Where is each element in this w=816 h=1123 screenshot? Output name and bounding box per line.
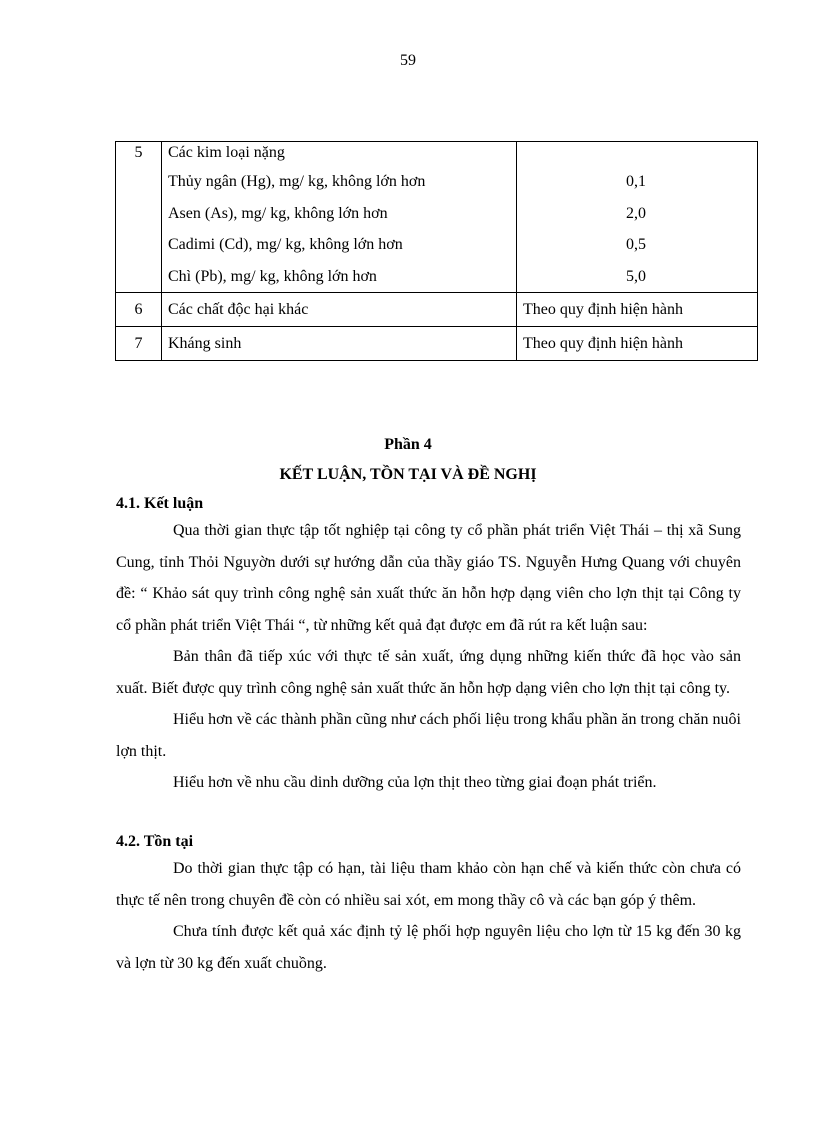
item-name: Các chất độc hại khác: [162, 293, 517, 327]
item-value: Theo quy định hiện hành: [517, 293, 758, 327]
item-value: 0,5: [626, 236, 646, 253]
item-value: 2,0: [626, 204, 646, 222]
row-items: [162, 142, 517, 293]
item-name: Thủy ngân (Hg), mg/ kg, không lớn hơn: [168, 173, 426, 190]
paragraph: Bản thân đã tiếp xúc với thực tế sản xuất, ứng dụng những kiến thức đã học vào sản xuất. Biết được quy trình công nghệ sản xuất thức ăn hỗn hợp dạng viên cho lợn thịt tại công ty.: [116, 648, 741, 697]
item-name: Các kim loại nặng: [168, 144, 285, 161]
item-value: [523, 142, 757, 166]
item-name: Cadimi (Cd), mg/ kg, không lớn hơn: [168, 236, 403, 253]
row-number: 6: [116, 293, 162, 327]
paragraph: Hiểu hơn về các thành phần cũng như cách phối liệu trong khẩu phần ăn trong chăn nuôi lợn thịt.: [116, 711, 741, 760]
section-body: [116, 515, 741, 799]
paragraph: Qua thời gian thực tập tốt nghiệp tại công ty cổ phần phát triển Việt Thái – thị xã Sung Cung, tỉnh Thỏi Nguyờn dưới sự hướng dẫn của thầy giáo TS. Nguyễn Hưng Quang với chuyên đề: “ Khảo sát quy trình công nghệ sản xuất thức ăn hỗn hợp dạng viên cho lợn thịt tại Công ty cổ phần phát triển Việt Thái “, từ những kết quả đạt được em đã rút ra kết luận sau:: [116, 522, 741, 634]
paragraph: Hiểu hơn về nhu cầu dinh dưỡng của lợn thịt theo từng giai đoạn phát triển.: [173, 774, 657, 791]
table-row: [116, 142, 758, 293]
part-label: Phần 4: [384, 436, 432, 453]
item-name: Asen (As), mg/ kg, không lớn hơn: [168, 204, 388, 222]
item-name: Chì (Pb), mg/ kg, không lớn hơn: [168, 267, 377, 285]
row-number: 7: [116, 327, 162, 361]
section-heading: 4.1. Kết luận: [116, 495, 204, 512]
section-heading: 4.2. Tồn tại: [116, 833, 194, 850]
part-title: KẾT LUẬN, TỒN TẠI VÀ ĐỀ NGHỊ: [279, 466, 537, 483]
item-value: Theo quy định hiện hành: [517, 327, 758, 361]
row-number: 5: [116, 142, 162, 293]
paragraph: Do thời gian thực tập có hạn, tài liệu tham khảo còn hạn chế và kiến thức còn chưa có thực tế nên trong chuyên đề còn có nhiều sai xót, em mong thầy cô và các bạn góp ý thêm.: [116, 860, 741, 909]
page-number: 59: [400, 52, 416, 69]
paragraph: Chưa tính được kết quả xác định tỷ lệ phối hợp nguyên liệu cho lợn từ 15 kg đến 30 kg và lợn từ 30 kg đến xuất chuồng.: [116, 923, 741, 972]
table-row: [116, 293, 758, 327]
table-row: [116, 327, 758, 361]
limits-table: [115, 141, 758, 361]
item-value: 0,1: [626, 173, 646, 190]
item-name: Kháng sinh: [162, 327, 517, 361]
row-values: [517, 142, 758, 293]
item-value: 5,0: [626, 267, 646, 285]
section-body: [116, 853, 741, 979]
